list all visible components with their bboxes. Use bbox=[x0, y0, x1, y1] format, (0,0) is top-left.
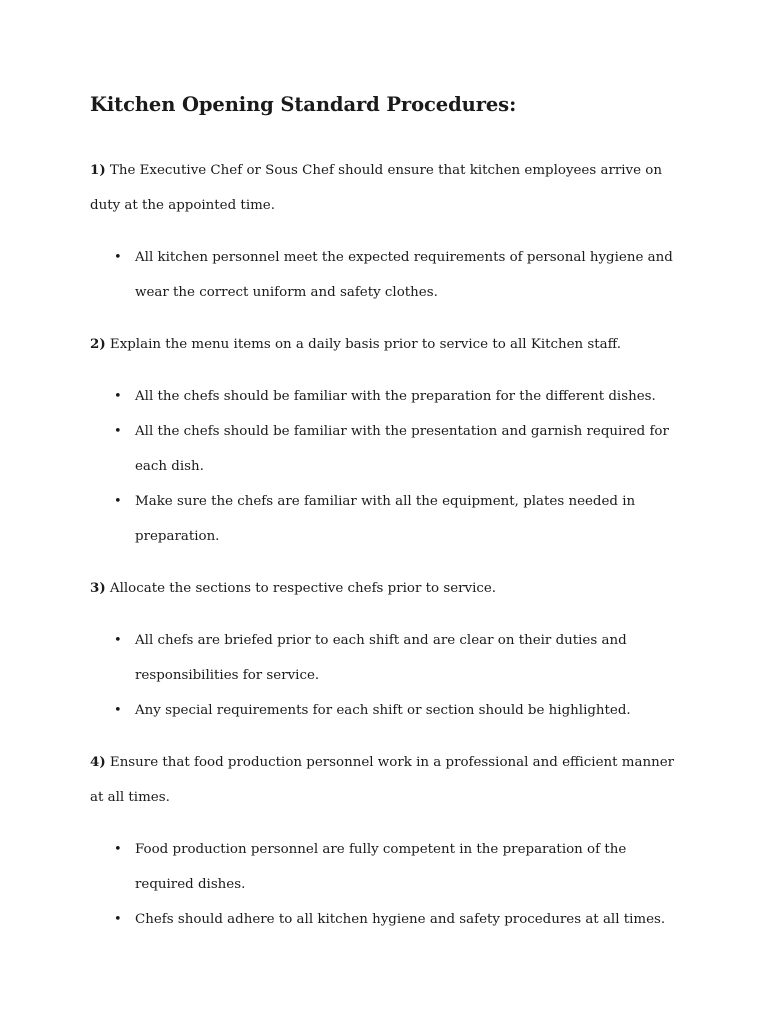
bullet-text: Any special requirements for each shift or section should be highlighted. bbox=[135, 703, 631, 718]
bullet-text: Make sure the chefs are familiar with all the equipment, plates needed in preparation. bbox=[135, 494, 636, 544]
document-title: Kitchen Opening Standard Procedures: bbox=[90, 93, 517, 116]
bullet-item bbox=[114, 623, 680, 693]
bullet-item bbox=[114, 832, 680, 902]
step-number: 3) bbox=[90, 580, 106, 596]
bullet-icon: • bbox=[114, 250, 122, 265]
bullet-item bbox=[114, 693, 680, 728]
bullet-text: All the chefs should be familiar with the preparation for the different dishes. bbox=[135, 389, 656, 404]
bullet-icon: • bbox=[114, 494, 122, 509]
step-number: 4) bbox=[90, 754, 106, 770]
step-text: The Executive Chef or Sous Chef should ensure that kitchen employees arrive on duty at the appointed time. bbox=[90, 163, 662, 213]
bullet-icon: • bbox=[114, 424, 122, 439]
bullet-item bbox=[114, 379, 680, 414]
bullet-icon: • bbox=[114, 703, 122, 718]
bullet-text: All chefs are briefed prior to each shift and are clear on their duties and responsibilities for service. bbox=[135, 633, 627, 683]
bullet-icon: • bbox=[114, 842, 122, 857]
bullet-text: Chefs should adhere to all kitchen hygiene and safety procedures at all times. bbox=[135, 912, 666, 927]
step-number: 2) bbox=[90, 336, 106, 352]
bullet-item bbox=[114, 484, 680, 554]
step-3 bbox=[90, 571, 680, 606]
bullet-icon: • bbox=[114, 912, 122, 927]
step-text: Allocate the sections to respective chefs prior to service. bbox=[105, 581, 497, 596]
step-3-bullets bbox=[90, 623, 680, 728]
bullet-text: All kitchen personnel meet the expected requirements of personal hygiene and wear the correct uniform and safety clothes. bbox=[135, 250, 673, 300]
bullet-text: All the chefs should be familiar with the presentation and garnish required for each dish. bbox=[135, 424, 669, 474]
step-4-bullets bbox=[90, 832, 680, 937]
bullet-item bbox=[114, 902, 680, 937]
bullet-item bbox=[114, 240, 680, 310]
step-2-bullets bbox=[90, 379, 680, 554]
bullet-text: Food production personnel are fully competent in the preparation of the required dishes. bbox=[135, 842, 627, 892]
step-1 bbox=[90, 153, 680, 223]
bullet-icon: • bbox=[114, 389, 122, 404]
bullet-item bbox=[114, 414, 680, 484]
step-1-bullets bbox=[90, 240, 680, 310]
step-number: 1) bbox=[90, 162, 106, 178]
step-text: Ensure that food production personnel work in a professional and efficient manner at all times. bbox=[90, 755, 675, 805]
step-2 bbox=[90, 327, 680, 362]
step-4 bbox=[90, 745, 680, 815]
bullet-icon: • bbox=[114, 633, 122, 648]
step-text: Explain the menu items on a daily basis prior to service to all Kitchen staff. bbox=[105, 337, 621, 352]
